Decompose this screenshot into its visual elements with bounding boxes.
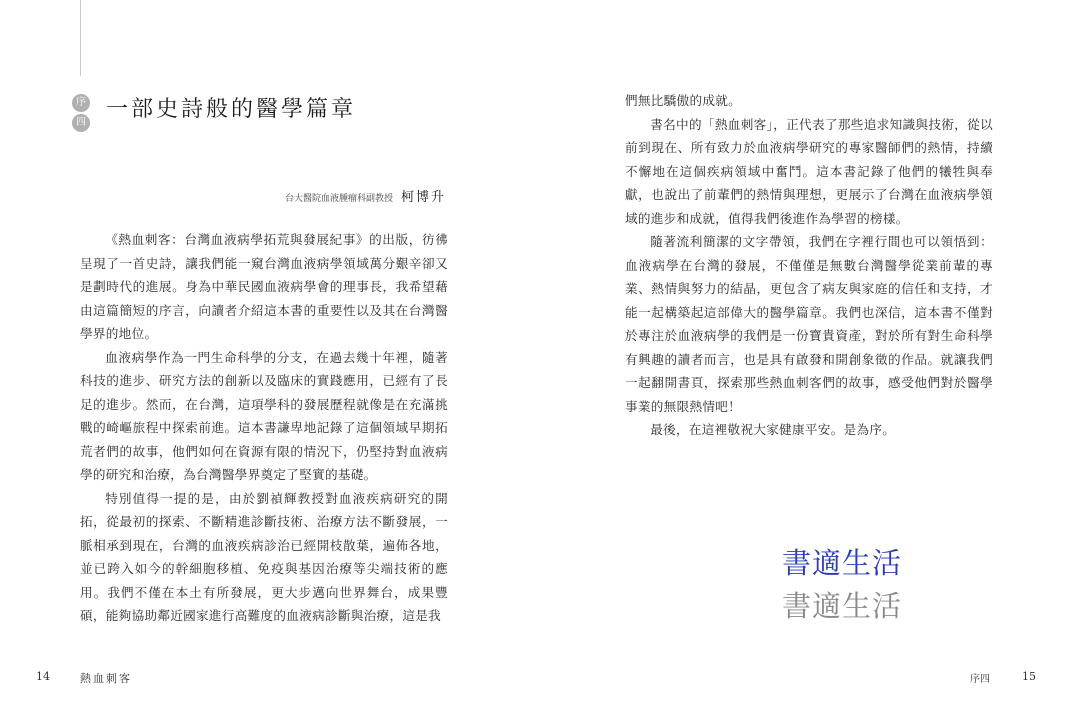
paragraph-continuation: 們無比驕傲的成就。 (625, 93, 742, 108)
paragraph: 血液病學作為一門生命科學的分支，在過去幾十年裡，隨著科技的進步、研究方法的創新以及臨床的實踐應用，已經有了長足的進步。然而，在台灣，這項學科的發展歷程就像是在充滿挑戰的崎嶇旅程中探索前進。這本書謙卑地記錄了這個領域早期拓荒者們的故事，他們如何在資源有限的情況下，仍堅持對血液病學的研究和治療，為台灣醫學界奠定了堅實的基礎。 (80, 349, 448, 482)
paragraph: 最後，在這裡敬祝大家健康平安。是為序。 (650, 422, 896, 437)
section-tag-si: 四 (72, 114, 90, 132)
paragraph: 《熱血刺客：台灣血液病學拓荒與發展紀事》的出版，彷彿呈現了一首史詩，讓我們能一窺台灣血液病學領域萬分艱辛卻又是劃時代的進展。身為中華民國血液病學會的理事長，我希望藉由這篇簡短的序言，向讀者介紹這本書的重要性以及其在台灣醫學界的地位。 (80, 232, 448, 341)
author-name: 柯博升 (400, 190, 446, 205)
running-header-section: 序四 (970, 674, 990, 685)
left-body-text (80, 228, 448, 628)
publisher-logo: 書適生活 (782, 546, 903, 580)
author-role: 台大醫院血液腫瘤科副教授 (284, 194, 393, 204)
publisher-logo-shadow: 書適生活 (782, 589, 903, 623)
author-line (200, 186, 446, 205)
ornament-string (80, 0, 81, 76)
page-number-left: 14 (36, 670, 50, 683)
running-header-book: 熱血刺客 (80, 672, 132, 685)
page-title: 一部史詩般的醫學篇章 (106, 97, 357, 122)
paragraph: 書名中的「熱血刺客」，正代表了那些追求知識與技術，從以前到現在、所有致力於血液病學研究的專家醫師們的熱情，持續不懈地在這個疾病領域中奮鬥。這本書記錄了他們的犧牲與奉獻，也說出了前輩們的熱情與理想，更展示了台灣在血液病學領域的進步和成就，值得我們後進作為學習的榜樣。 (625, 116, 993, 226)
section-tag-xu: 序 (72, 94, 90, 112)
paragraph: 特別值得一提的是，由於劉禎輝教授對血液疾病研究的開拓，從最初的探索、不斷精進診斷技術、治療方法不斷發展，一脈相承到現在，台灣的血液疾病診治已經開枝散葉，遍佈各地，並已跨入如今的幹細胞移植、免疫與基因治療等尖端技術的應用。我們不僅在本土有所發展，更大步邁向世界舞台，成果豐碩，能夠協助鄰近國家進行高難度的血液病診斷與治療，這是我 (80, 490, 448, 623)
right-body-text (625, 89, 993, 442)
paragraph: 隨著流利簡潔的文字帶領，我們在字裡行間也可以領悟到：血液病學在台灣的發展，不僅僅是無數台灣醫學從業前輩的專業、熱情與努力的結晶，更包含了病友與家庭的信任和支持，才能一起構築起這部偉大的醫學篇章。我們也深信，這本書不僅對於專注於血液病學的我們是一份寶貴資產，對於所有對生命科學有興趣的讀者而言，也是具有啟發和開創象徵的作品。就讓我們一起翻開書頁，探索那些熱血刺客們的故事，感受他們對於醫學事業的無限熱情吧！ (625, 234, 993, 414)
page-number-right: 15 (1022, 670, 1036, 683)
